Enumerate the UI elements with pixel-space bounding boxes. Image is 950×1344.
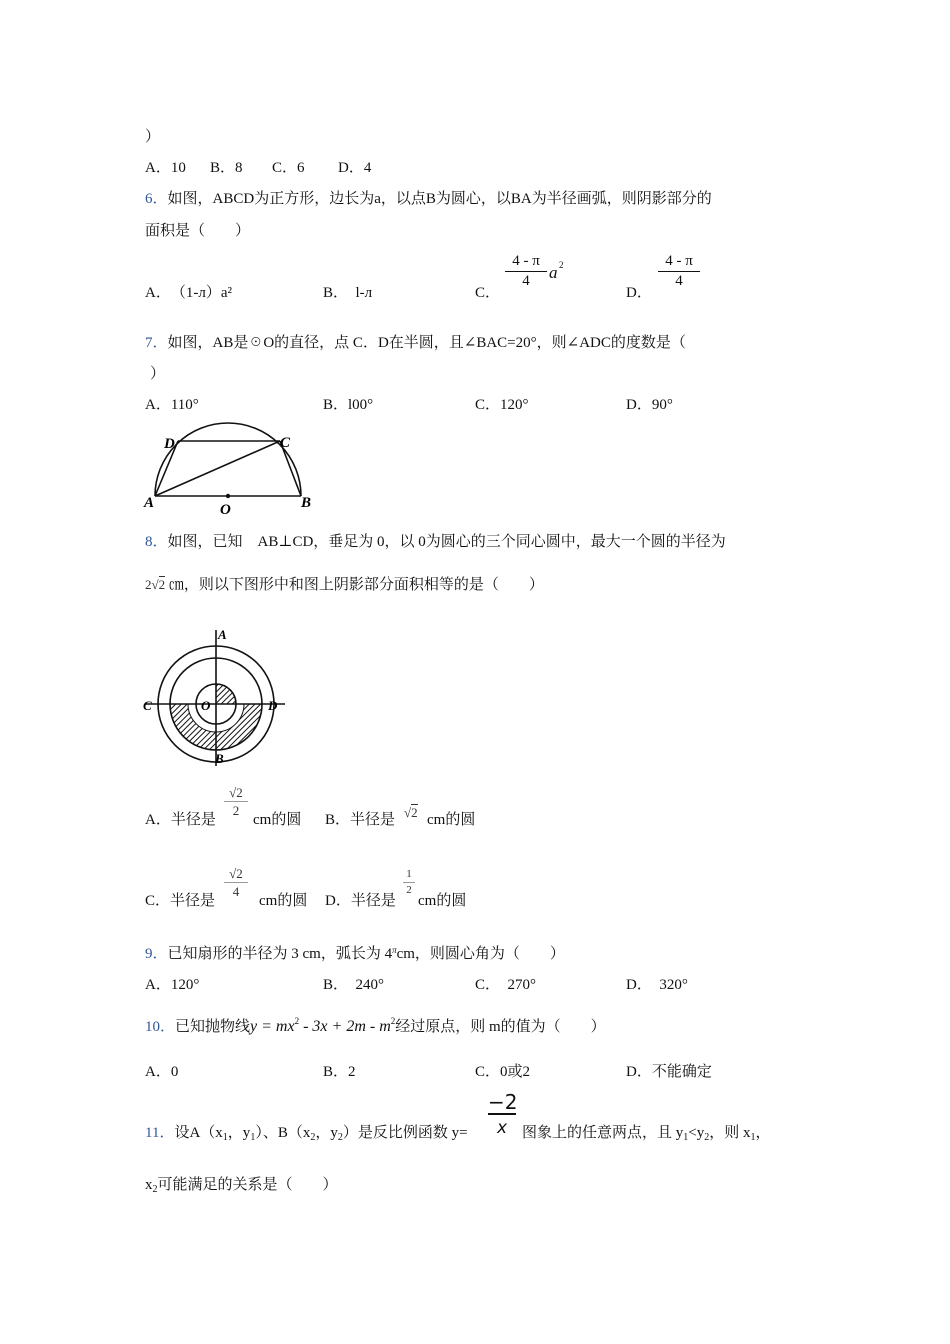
center-point [226,494,230,498]
option-b: B．8 [210,160,243,176]
question-text-end: 经过原点，则 m的值为（ ） [395,1019,606,1035]
subscript: 1 [222,1132,228,1143]
denominator: x [496,1118,508,1138]
formula: y = mx [250,1018,295,1035]
option-a-unit: cm的圆 [253,812,302,828]
option-b-unit: cm的圆 [427,812,476,828]
option-b: B．l00° [323,397,374,413]
label-d: D [268,698,278,713]
option-a: A．半径是 [145,812,216,828]
question-text-line2: 面积是（ ） [145,223,251,239]
label-b: B [215,751,224,766]
option-b: B． 240° [323,977,385,993]
coefficient: 2 [145,577,152,592]
option-d: D．90° [626,397,673,413]
fraction [224,786,248,817]
text: ，y [315,1125,338,1141]
fraction [488,1092,516,1137]
option-d: D．半径是 [325,893,396,909]
question-text-end: cm，则圆心角为（ ） [396,946,565,962]
option-a: A．120° [145,977,200,993]
label-c: C [280,435,291,451]
option-d: D． [626,285,652,301]
subscript: 1 [250,1132,256,1143]
label-o: O [201,698,211,713]
option-a: A．10 [145,160,186,176]
radicand: 2 [158,577,166,592]
question-11-cont [522,1126,771,1143]
option-c: C．6 [272,160,305,176]
label-a: A [144,495,155,511]
radicand: 2 [411,805,418,820]
label-b: B [301,495,312,511]
option-c-unit: cm的圆 [259,893,308,909]
variable-a: a [549,263,558,282]
subscript: 2 [152,1184,158,1195]
semicircle-figure [140,420,320,518]
subscript: 2 [704,1132,710,1143]
option-a: A．0 [145,1064,179,1080]
paren-close: ） [145,129,161,145]
option-c: C． 270° [475,977,537,993]
fraction [658,254,700,289]
numerator: −2 [488,1090,518,1114]
option-b: B．半径是 [325,812,396,828]
text: 设A（x [174,1125,223,1141]
option-d: D．4 [338,160,372,176]
option-d: D．不能确定 [626,1064,712,1080]
option-a: A．110° [145,397,199,413]
question-number: 9． [145,946,168,962]
numerator: √2 [229,785,243,800]
text: ）是反比例函数 y= [342,1125,468,1141]
question-text: 已知抛物线 [175,1019,251,1035]
exponent: 2 [294,1016,300,1026]
question-9 [145,946,565,962]
fraction [505,254,547,289]
formula-tail: - 3x + 2m - m [299,1018,391,1035]
question-number: 10． [145,1019,176,1035]
subscript: 2 [310,1132,316,1143]
text: ）、B（x [255,1125,311,1141]
question-number: 7． [145,335,168,351]
question-text: 如图，AB是☉O的直径，点 C．D在半圆，且∠BAC=20°，则∠ADC的度数是（ [167,335,686,351]
question-11 [145,1126,468,1143]
question-number: 11． [145,1125,175,1141]
question-6 [145,192,712,207]
exponent: 2 [390,1016,396,1026]
denominator: 4 [232,884,240,899]
question-text-line2: 2√2 ㎝，则以下图形中和图上阴影部分面积相等的是（ ） [145,577,544,593]
option-d: D． 320° [626,977,688,993]
question-text: 已知扇形的半径为 3 cm，弧长为 4 [167,946,393,962]
denominator: 2 [406,884,412,896]
question-text: ㎝，则以下图形中和图上阴影部分面积相等的是（ ） [165,577,544,593]
option-b: B． l-л [323,285,373,301]
radical: √2 [404,805,418,820]
option-c: C． [475,285,501,301]
question-10 [145,1017,606,1035]
label-d: D [164,436,175,452]
option-a: A． （1-л）a² [145,285,232,301]
text: ，y [227,1125,251,1141]
denominator: 2 [232,803,240,818]
question-number: 8． [145,534,168,550]
option-d-unit: cm的圆 [418,893,467,909]
question-text: 如图，ABCD为正方形，边长为a，以点B为圆心，以BA为半径画弧，则阴影部分的 [167,191,712,207]
pi-symbol: π [392,945,397,955]
label-o: O [220,502,231,518]
question-text: 如图，已知 AB⊥CD，垂足为 0，以 0为圆心的三个同心圆中，最大一个圆的半径为 [167,534,726,550]
option-c: C．120° [475,397,529,413]
subscript: 1 [750,1132,756,1143]
label-a: A [218,627,227,642]
question-number: 6． [145,191,168,207]
question-8 [145,535,726,550]
concentric-circles-figure [140,626,290,768]
text: ，则 x [709,1125,751,1141]
denominator: 4 [675,273,683,289]
numerator: 1 [406,868,412,880]
text: ， [755,1125,771,1141]
text: 图象上的任意两点，且 y [522,1125,684,1141]
text: x [145,1177,153,1193]
question-11-line2 [145,1178,338,1195]
numerator: 4 - π [512,253,540,269]
option-c: C．0或2 [475,1064,531,1080]
text: <y [688,1125,705,1141]
question-text-line2: ） [150,366,166,382]
option-b: B．2 [323,1064,356,1080]
numerator: √2 [229,866,243,881]
subscript: 2 [337,1132,343,1143]
label-c: C [143,698,152,713]
fraction [403,869,415,896]
question-7 [145,336,686,351]
exponent: 2 [559,260,564,270]
fraction [224,867,248,898]
subscript: 1 [683,1132,689,1143]
denominator: 4 [522,273,530,289]
text: 可能满足的关系是（ ） [157,1177,338,1193]
semicircle-arc [155,423,301,496]
numerator: 4 - π [665,253,693,269]
option-c: C．半径是 [145,893,216,909]
